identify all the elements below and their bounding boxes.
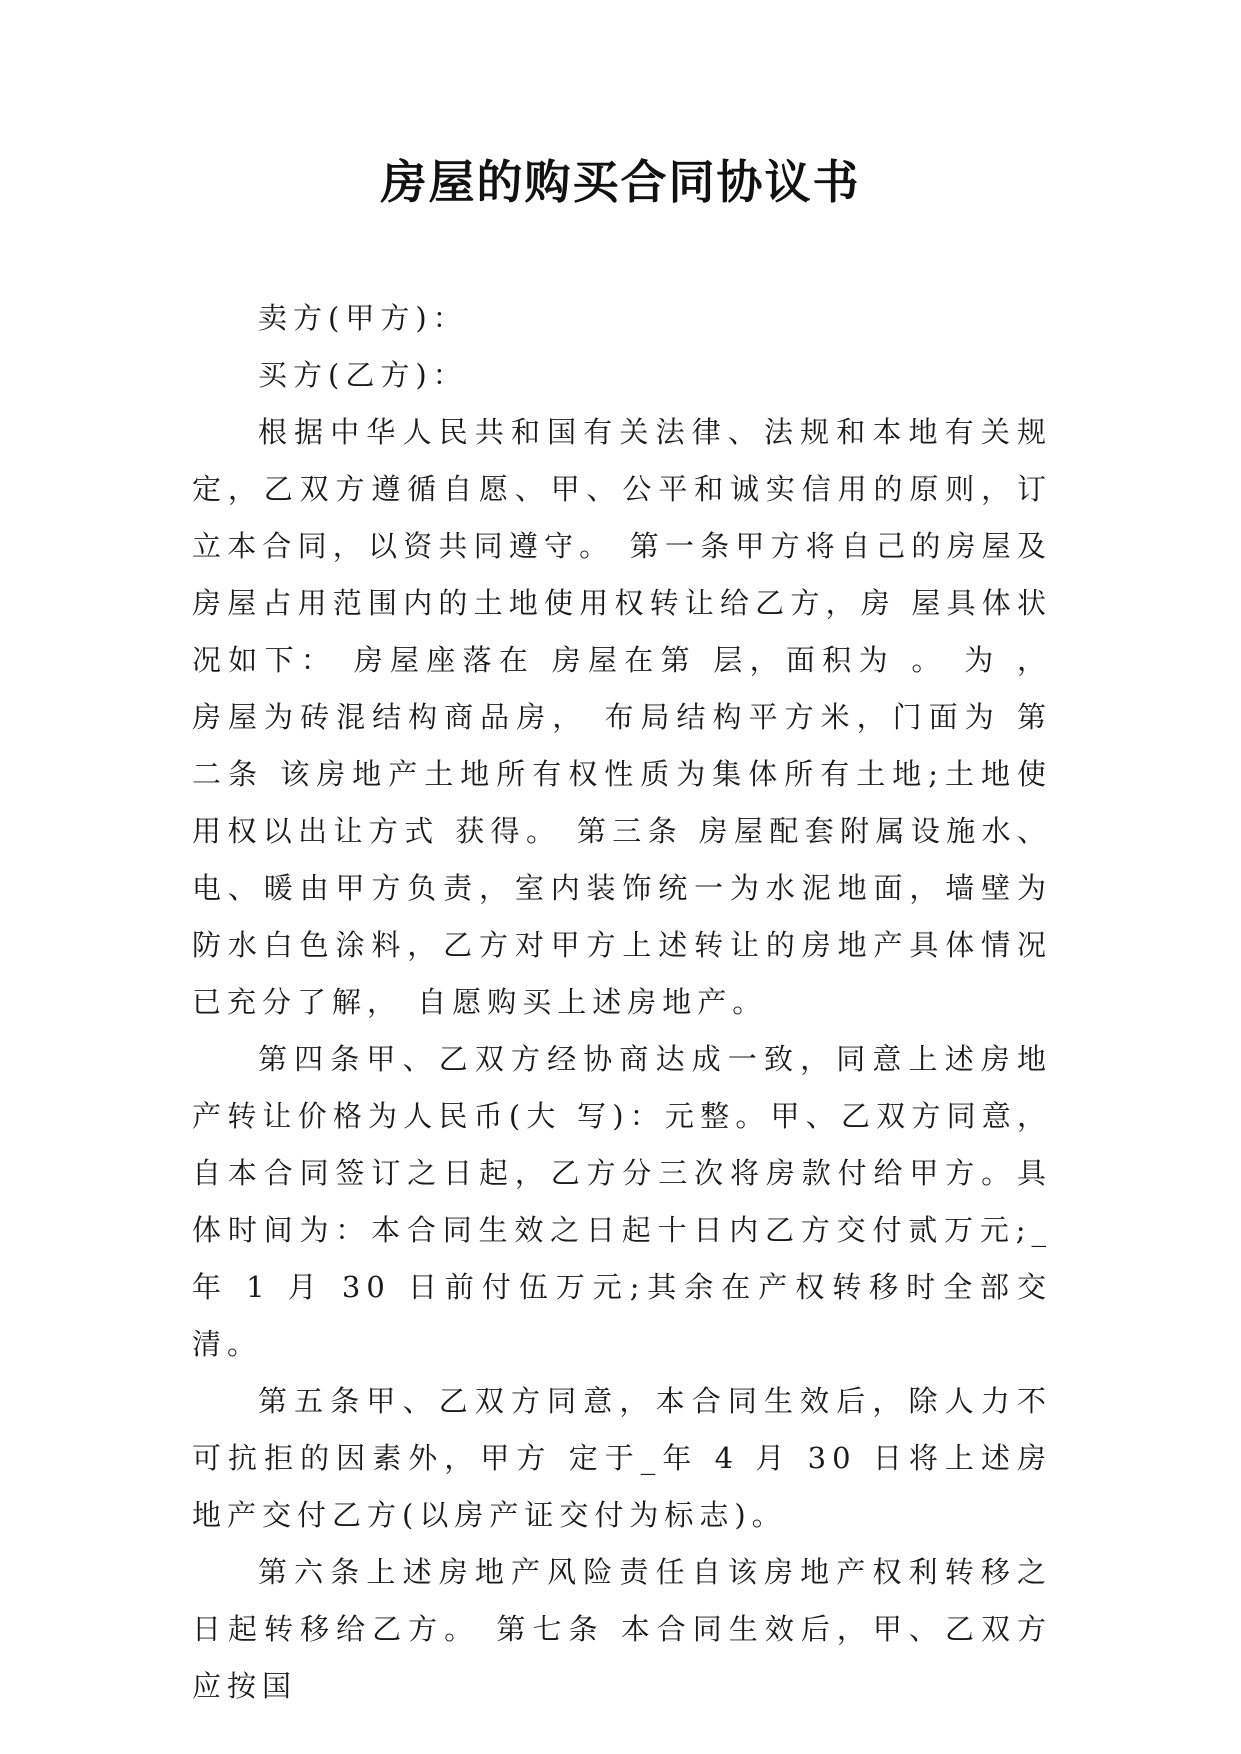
buyer-line: 买方(乙方)： [258, 358, 468, 392]
paragraph-articles-6-7: 第六条上述房地产风险责任自该房地产权利转移之日起转移给乙方。 第七条 本合同生效后，甲、乙双方应按国 [192, 1555, 1052, 1703]
paragraph-intro-articles-1-3: 根据中华人民共和国有关法律、法规和本地有关规定，乙双方遵循自愿、甲、公平和诚实信用的原则，订立本合同，以资共同遵守。 第一条甲方将自己的房屋及房屋占用范围内的土地使用权转让给乙方，房 屋具体状况如下： 房屋座落在 房屋在第 层，面积为 。 为 ，房屋为砖混结构商品房， 布局结构平方米，门面为 第二条 该房地产土地所有权性质为集体所有土地;土地使用权以出让方式 获得。 第三条 房屋配套附属设施水、电、暖由甲方负责，室内装饰统一为水泥地面，墙壁为防水白色涂料，乙方对甲方上述转让的房地产具体情况已充分了解， 自愿购买上述房地产。 [192, 415, 1052, 1019]
document-body [192, 290, 1052, 1715]
paragraph-article-5: 第五条甲、乙双方同意，本合同生效后，除人力不可抗拒的因素外，甲方 定于_年 4 月 30 日将上述房地产交付乙方(以房产证交付为标志)。 [192, 1384, 1052, 1532]
document-title: 房屋的购买合同协议书 [380, 155, 861, 209]
seller-line: 卖方(甲方)： [258, 301, 468, 335]
paragraph-article-4: 第四条甲、乙双方经协商达成一致，同意上述房地产转让价格为人民币(大 写)：元整。甲、乙双方同意，自本合同签订之日起，乙方分三次将房款付给甲方。具体时间为：本合同生效之日起十日内乙方交付贰万元;_年 1 月 30 日前付伍万元;其余在产权转移时全部交清。 [192, 1042, 1052, 1361]
